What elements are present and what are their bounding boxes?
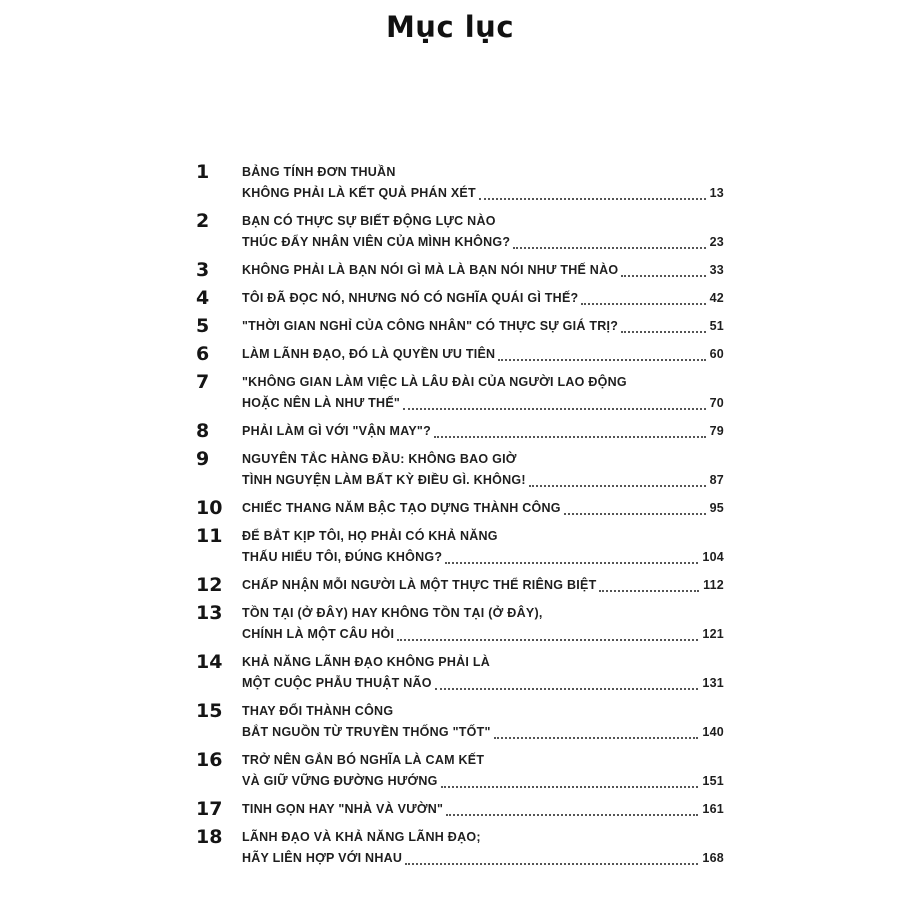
chapter-title-line [242,547,724,568]
toc-entry [196,316,724,337]
chapter-title-line [242,673,724,694]
dot-leader [403,408,705,410]
dot-leader [397,639,698,641]
dot-leader [513,247,705,249]
chapter-title-text: THAY ĐỔI THÀNH CÔNG [242,704,394,718]
toc-entry [196,498,724,519]
chapter-number: 2 [196,210,210,232]
chapter-title-text: PHẢI LÀM GÌ VỚI "VẬN MAY"? [242,424,431,438]
chapter-title-text: "THỜI GIAN NGHỈ CỦA CÔNG NHÂN" CÓ THỰC SỰ GIÁ TRỊ? [242,319,619,333]
chapter-title-block [242,652,724,694]
chapter-number: 6 [196,343,210,365]
chapter-title-text: TỒN TẠI (Ở ĐÂY) HAY KHÔNG TỒN TẠI (Ở ĐÂY), [242,606,543,620]
chapter-title-line [242,183,724,204]
chapter-title-block [242,603,724,645]
toc-entry [196,750,724,792]
chapter-title-line [242,211,724,232]
chapter-title-block [242,750,724,792]
dot-leader [446,814,698,816]
chapter-title-text: CHIẾC THANG NĂM BẬC TẠO DỰNG THÀNH CÔNG [242,501,561,515]
page-number: 87 [709,473,724,487]
chapter-title-block [242,827,724,869]
chapter-title-line [242,799,724,820]
toc-entry [196,288,724,309]
page-number: 112 [703,578,724,592]
dot-leader [441,786,699,788]
page-number: 168 [702,851,724,865]
page-number: 42 [709,291,724,305]
chapter-title-text: KHẢ NĂNG LÃNH ĐẠO KHÔNG PHẢI LÀ [242,655,491,669]
chapter-number: 5 [196,315,210,337]
chapter-title-text: ĐỂ BẮT KỊP TÔI, HỌ PHẢI CÓ KHẢ NĂNG [242,529,498,543]
chapter-title-line [242,827,724,848]
chapter-title-line [242,288,724,309]
chapter-title-block [242,260,724,281]
chapter-title-block [242,288,724,309]
chapter-title-text: THÚC ĐẨY NHÂN VIÊN CỦA MÌNH KHÔNG? [242,235,511,249]
chapter-title-text: LÃNH ĐẠO VÀ KHẢ NĂNG LÃNH ĐẠO; [242,830,481,844]
toc-entry [196,162,724,204]
dot-leader [564,513,706,515]
toc-entry [196,526,724,568]
dot-leader [621,275,705,277]
page-number: 104 [702,550,724,564]
toc-entry [196,211,724,253]
chapter-title-text: BẠN CÓ THỰC SỰ BIẾT ĐỘNG LỰC NÀO [242,214,496,228]
chapter-title-line [242,750,724,771]
chapter-title-text: BẮT NGUỒN TỪ TRUYỀN THỐNG "TỐT" [242,725,491,739]
toc-entry [196,799,724,820]
page-number: 151 [702,774,724,788]
toc-entry [196,652,724,694]
chapter-title-text: LÀM LÃNH ĐẠO, ĐÓ LÀ QUYỀN ƯU TIÊN [242,347,496,361]
toc-entry [196,260,724,281]
dot-leader [494,737,699,739]
chapter-title-block [242,799,724,820]
chapter-number: 17 [196,798,223,820]
chapter-number: 7 [196,371,210,393]
chapter-number: 13 [196,602,223,624]
dot-leader [581,303,705,305]
chapter-title-line [242,603,724,624]
chapter-title-text: NGUYÊN TẮC HÀNG ĐẦU: KHÔNG BAO GIỜ [242,452,517,466]
toc-list [196,162,724,876]
dot-leader [445,562,698,564]
chapter-title-line [242,393,724,414]
page-number: 51 [709,319,724,333]
chapter-title-line [242,260,724,281]
chapter-title-block [242,575,724,596]
chapter-title-block [242,372,724,414]
chapter-title-block [242,449,724,491]
chapter-title-line [242,232,724,253]
chapter-number: 15 [196,700,223,722]
chapter-title-text: TÔI ĐÃ ĐỌC NÓ, NHƯNG NÓ CÓ NGHĨA QUÁI GÌ THẾ? [242,291,579,305]
dot-leader [479,198,706,200]
page-number: 79 [709,424,724,438]
toc-entry [196,603,724,645]
chapter-title-line [242,722,724,743]
chapter-title-block [242,701,724,743]
chapter-number: 10 [196,497,223,519]
chapter-title-line [242,498,724,519]
chapter-number: 11 [196,525,223,547]
dot-leader [529,485,706,487]
page-number: 140 [702,725,724,739]
page-number: 13 [709,186,724,200]
toc-entry [196,421,724,442]
page-number: 131 [702,676,724,690]
chapter-number: 14 [196,651,223,673]
page-number: 33 [709,263,724,277]
page-number: 70 [709,396,724,410]
chapter-title-line [242,526,724,547]
page-number: 60 [709,347,724,361]
dot-leader [405,863,698,865]
chapter-title-text: CHÍNH LÀ MỘT CÂU HỎI [242,627,395,641]
chapter-title-text: KHÔNG PHẢI LÀ BẠN NÓI GÌ MÀ LÀ BẠN NÓI NHƯ THẾ NÀO [242,263,619,277]
chapter-title-block [242,316,724,337]
toc-entry [196,344,724,365]
chapter-title-line [242,652,724,673]
chapter-title-line [242,848,724,869]
toc-entry [196,827,724,869]
dot-leader [435,688,699,690]
page-title: Mục lục [385,10,515,44]
chapter-title-text: TRỞ NÊN GẮN BÓ NGHĨA LÀ CAM KẾT [242,753,485,767]
chapter-title-text: TÌNH NGUYỆN LÀM BẤT KỲ ĐIỀU GÌ. KHÔNG! [242,473,526,487]
chapter-title-text: BẢNG TÍNH ĐƠN THUẦN [242,165,396,179]
chapter-title-line [242,624,724,645]
page-number: 95 [709,501,724,515]
dot-leader [498,359,705,361]
chapter-title-text: MỘT CUỘC PHẪU THUẬT NÃO [242,676,432,690]
chapter-title-text: TINH GỌN HAY "NHÀ VÀ VƯỜN" [242,802,444,816]
chapter-title-line [242,771,724,792]
chapter-title-text: THẤU HIỂU TÔI, ĐÚNG KHÔNG? [242,550,443,564]
chapter-title-text: VÀ GIỮ VỮNG ĐƯỜNG HƯỚNG [242,774,438,788]
chapter-title-text: HOẶC NÊN LÀ NHƯ THẾ" [242,396,401,410]
chapter-number: 8 [196,420,210,442]
chapter-title-block [242,526,724,568]
toc-entry [196,575,724,596]
chapter-number: 18 [196,826,223,848]
page-number: 23 [709,235,724,249]
chapter-number: 16 [196,749,223,771]
chapter-title-block [242,211,724,253]
chapter-title-text: KHÔNG PHẢI LÀ KẾT QUẢ PHÁN XÉT [242,186,476,200]
toc-entry [196,449,724,491]
chapter-number: 4 [196,287,210,309]
chapter-title-text: CHẤP NHẬN MỖI NGƯỜI LÀ MỘT THỰC THỂ RIÊNG BIỆT [242,578,597,592]
chapter-title-line [242,344,724,365]
chapter-title-line [242,316,724,337]
chapter-title-text: HÃY LIÊN HỢP VỚI NHAU [242,851,403,865]
chapter-title-block [242,162,724,204]
chapter-number: 12 [196,574,223,596]
dot-leader [621,331,705,333]
dot-leader [434,436,706,438]
chapter-title-block [242,421,724,442]
dot-leader [599,590,699,592]
chapter-title-line [242,421,724,442]
chapter-title-text: "KHÔNG GIAN LÀM VIỆC LÀ LÂU ĐÀI CỦA NGƯỜI LAO ĐỘNG [242,375,627,389]
chapter-number: 3 [196,259,210,281]
page-number: 161 [702,802,724,816]
chapter-title-block [242,498,724,519]
chapter-title-line [242,701,724,722]
chapter-number: 9 [196,448,210,470]
chapter-title-line [242,162,724,183]
chapter-number: 1 [196,161,210,183]
chapter-title-line [242,575,724,596]
chapter-title-line [242,470,724,491]
chapter-title-block [242,344,724,365]
chapter-title-line [242,372,724,393]
chapter-title-line [242,449,724,470]
toc-entry [196,372,724,414]
toc-entry [196,701,724,743]
page-number: 121 [702,627,724,641]
